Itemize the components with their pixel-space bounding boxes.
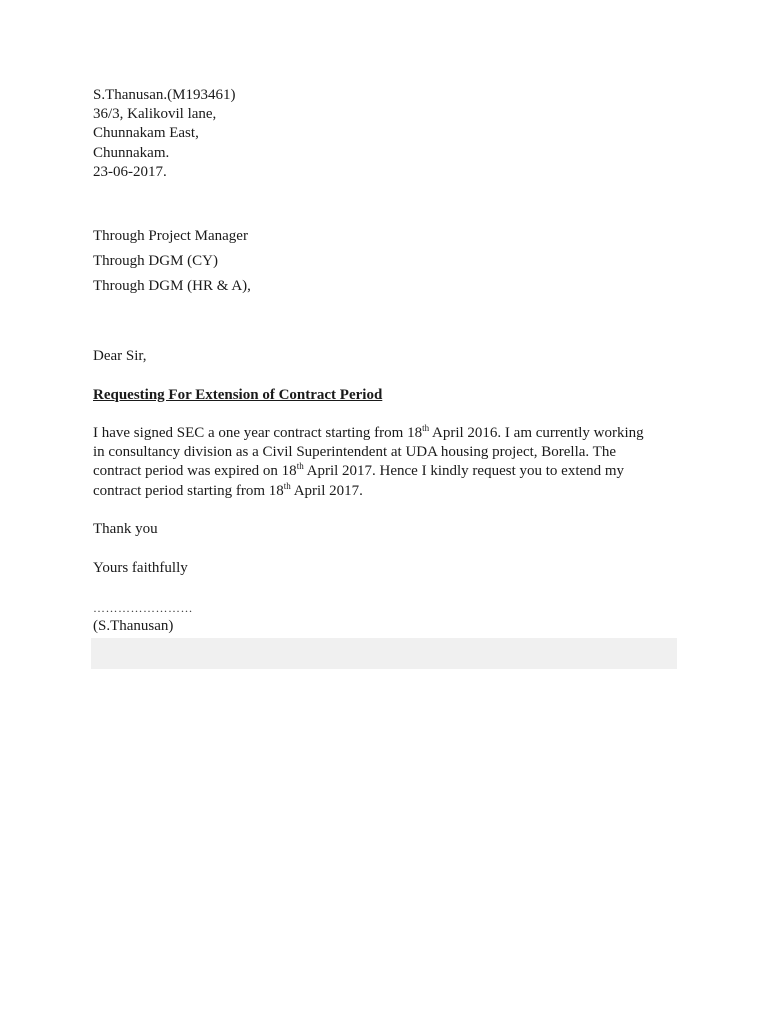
thanks-line: Thank you [93,521,158,537]
through-line-1: Through Project Manager [93,228,248,244]
body-line-1: I have signed SEC a one year contract starting from 18th April 2016. I am currently working [93,423,644,441]
signature-dotted-line: …………………… [93,601,193,615]
sender-address-line-2: Chunnakam East, [93,125,199,141]
sender-name: S.Thanusan.(M193461) [93,87,236,103]
salutation: Dear Sir, [93,348,147,364]
subject-heading: Requesting For Extension of Contract Period [93,387,383,403]
valediction: Yours faithfully [93,560,188,576]
body-line-4: contract period starting from 18th April 2017. [93,481,363,499]
sender-address-line-3: Chunnakam. [93,145,170,161]
gray-footer-bar [91,638,677,669]
sender-address-line-1: 36/3, Kalikovil lane, [93,106,217,122]
body-line-3: contract period was expired on 18th April 2017. Hence I kindly request you to extend my [93,461,625,479]
signature-name: (S.Thanusan) [93,618,174,634]
through-line-2: Through DGM (CY) [93,253,218,269]
through-line-3: Through DGM (HR & A), [93,278,251,294]
body-line-2: in consultancy division as a Civil Superintendent at UDA housing project, Borella. The [93,444,616,460]
letter-date: 23-06-2017. [93,164,167,180]
